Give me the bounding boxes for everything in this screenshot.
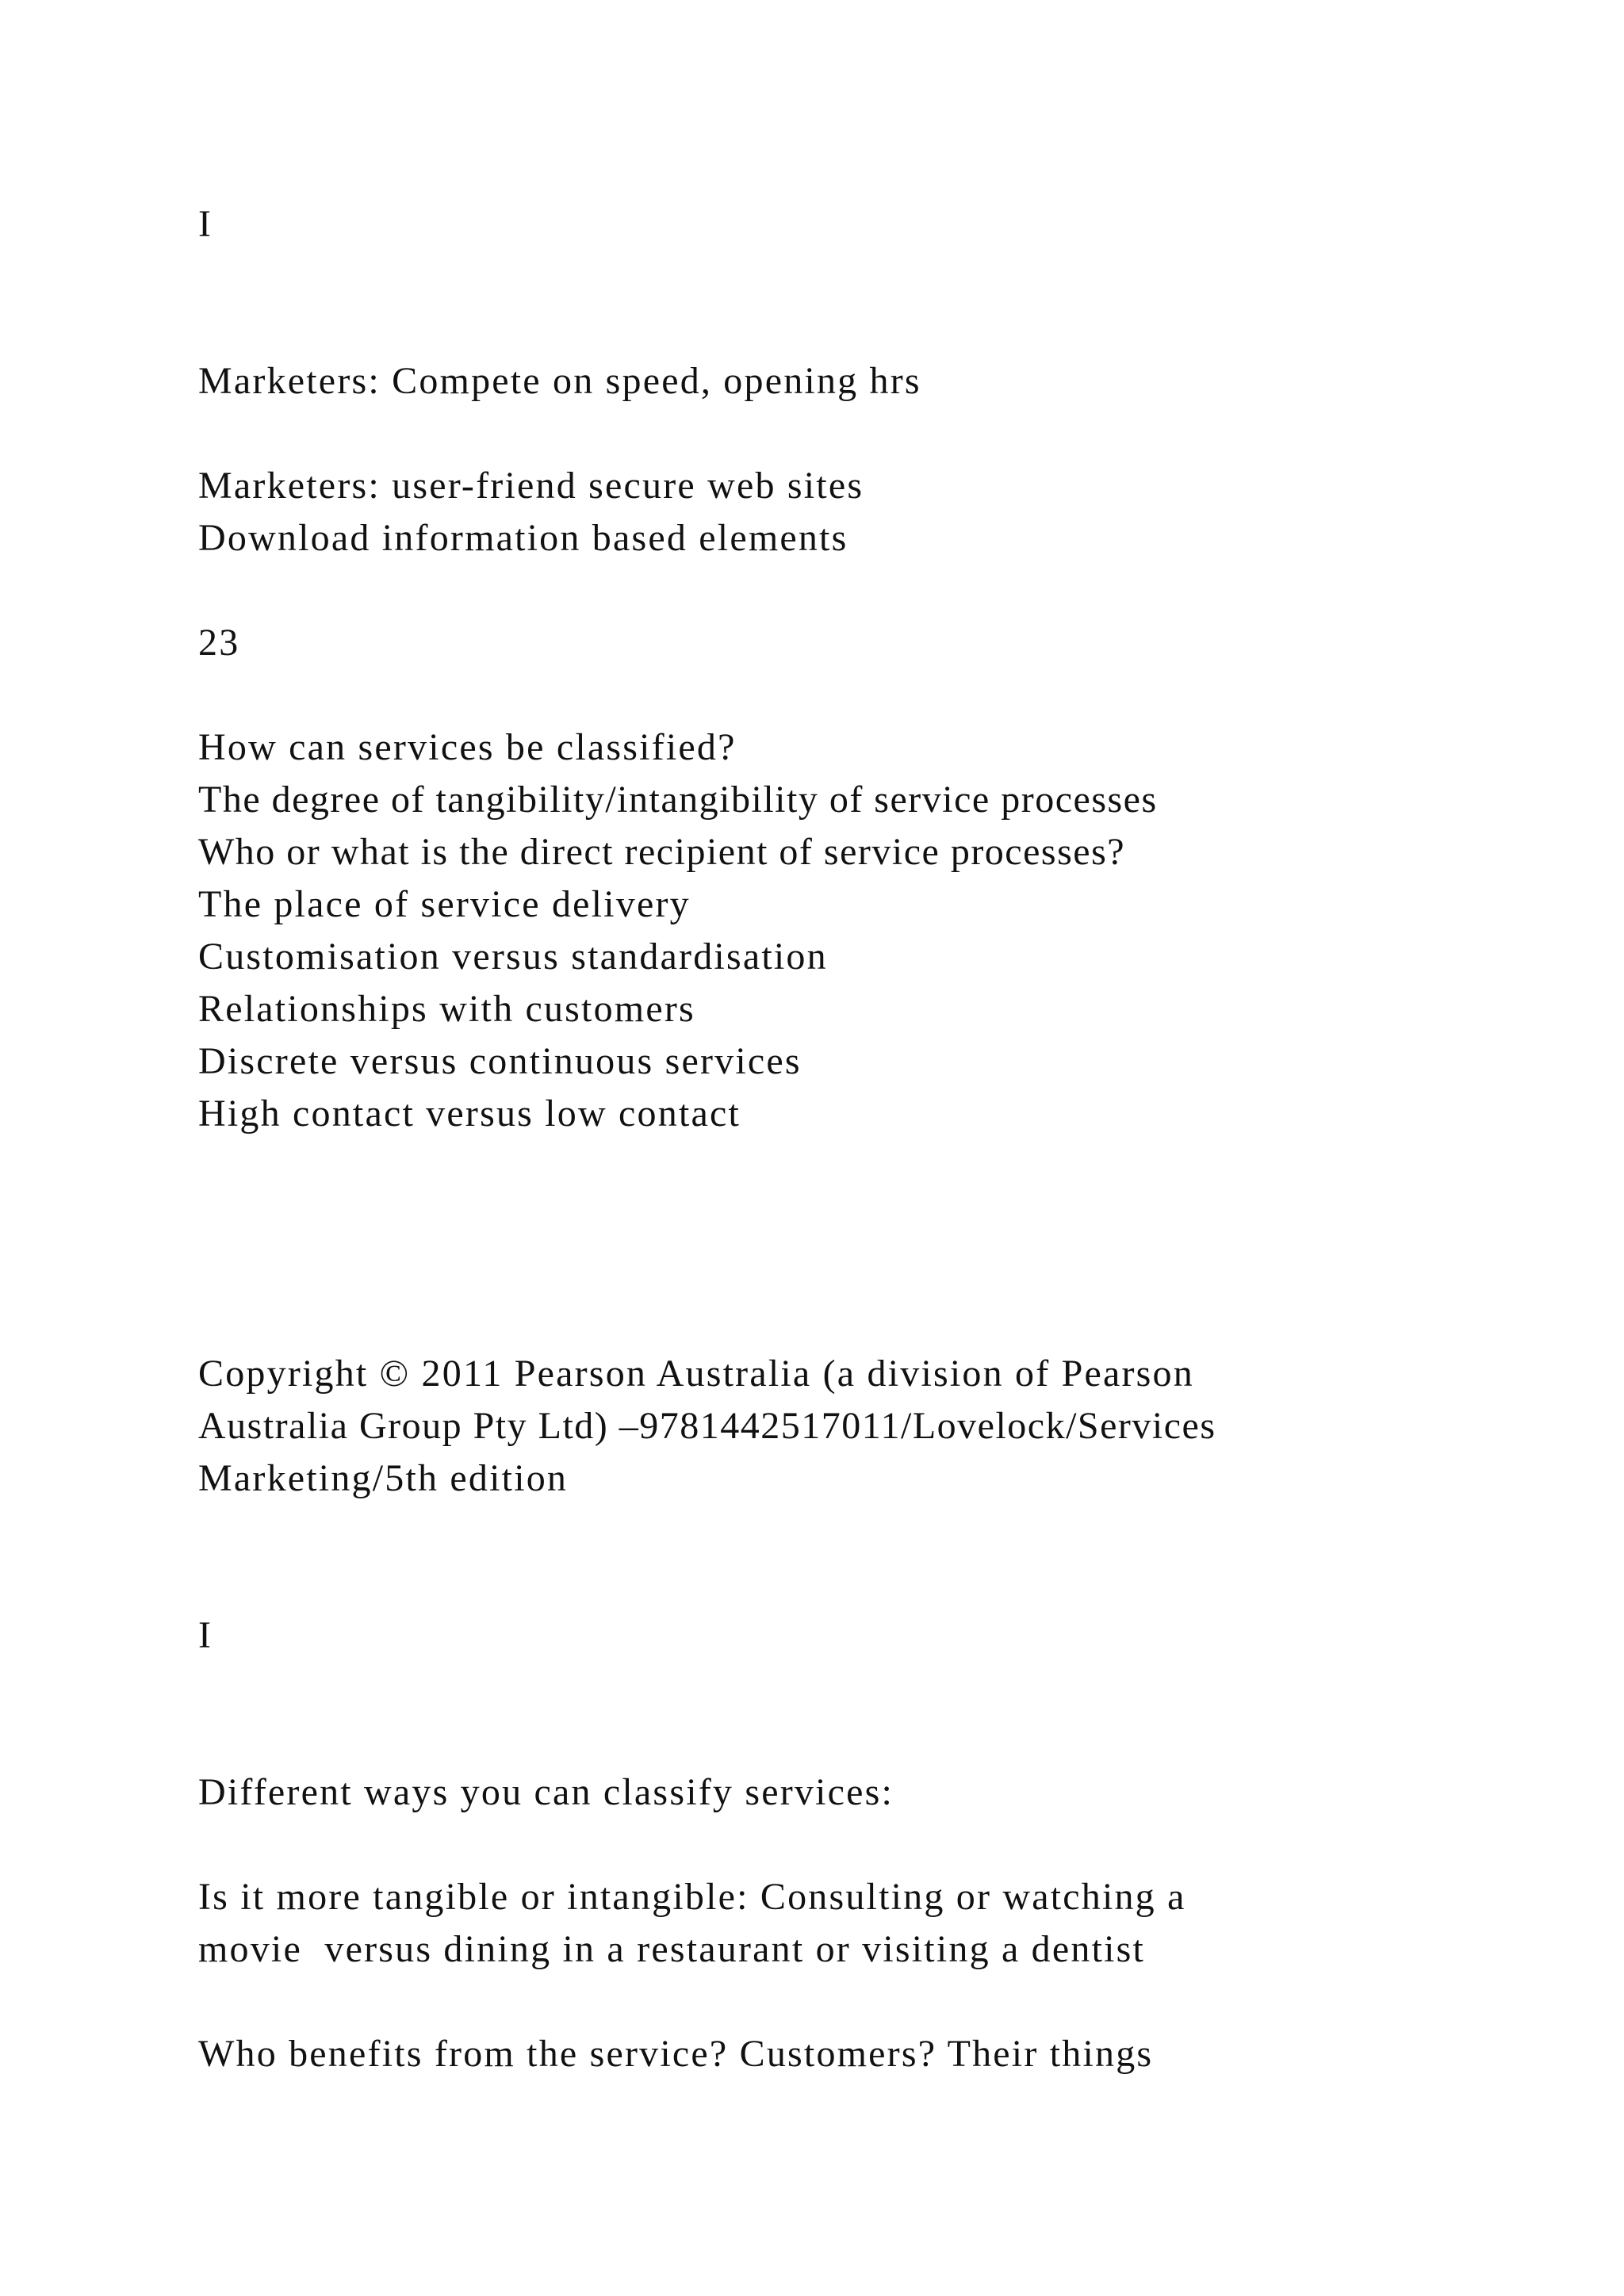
bullet-item: Customisation versus standardisation <box>198 936 828 978</box>
intro-line: Different ways you can classify services: <box>198 1771 894 1813</box>
note-line: Download information based elements <box>198 517 848 559</box>
bullet-item: High contact versus low contact <box>198 1093 741 1135</box>
copyright-line: Marketing/5th edition <box>198 1457 569 1499</box>
paragraph-line: movie versus dining in a restaurant or visiting a dentist <box>198 1928 1146 1970</box>
bullet-item: The place of service delivery <box>198 883 691 925</box>
note-line: Marketers: user-friend secure web sites <box>198 465 864 507</box>
slide-marker: I <box>198 1614 213 1656</box>
paragraph-line: Who benefits from the service? Customers? Their things <box>198 2033 1154 2075</box>
bullet-item: Who or what is the direct recipient of service processes? <box>198 831 1126 873</box>
slide-marker: I <box>198 203 213 245</box>
bullet-item: The degree of tangibility/intangibility of service processes <box>198 779 1158 821</box>
slide-title: How can services be classified? <box>198 726 737 768</box>
copyright-line: Copyright © 2011 Pearson Australia (a division of Pearson <box>198 1353 1194 1395</box>
note-line: Marketers: Compete on speed, opening hrs <box>198 360 921 402</box>
paragraph-line: Is it more tangible or intangible: Consulting or watching a <box>198 1876 1186 1918</box>
bullet-item: Relationships with customers <box>198 988 695 1030</box>
bullet-item: Discrete versus continuous services <box>198 1040 802 1082</box>
slide-number: 23 <box>198 622 240 664</box>
copyright-line: Australia Group Pty Ltd) –9781442517011/Lovelock/Services <box>198 1405 1216 1447</box>
